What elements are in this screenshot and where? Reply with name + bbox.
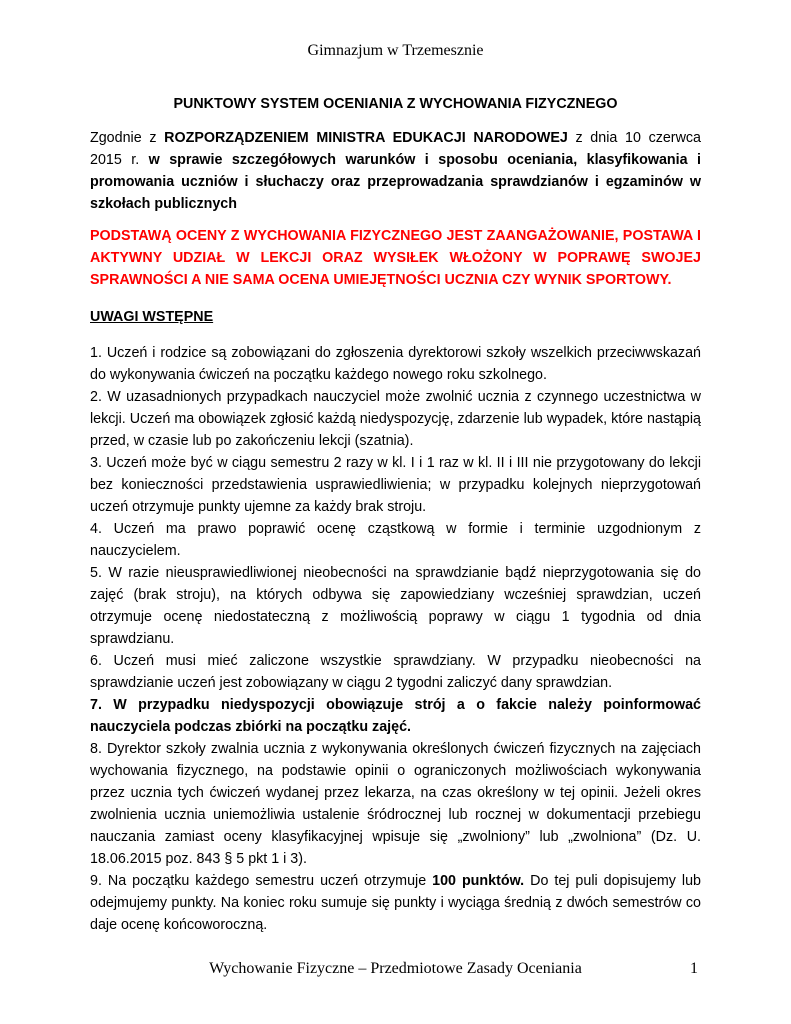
regulation-date: z dnia 10 czerwca 2015 r.: [90, 130, 701, 168]
rule-4: 4. Uczeń ma prawo poprawić ocenę cząstkową w formie i terminie uzgodnionym z nauczycielem.: [90, 521, 701, 559]
intro-prefix: Zgodnie z: [90, 130, 165, 146]
footer-text: Wychowanie Fizyczne – Przedmiotowe Zasady Oceniania: [209, 960, 582, 977]
rule-9-points: 100 punktów.: [432, 873, 525, 889]
grading-basis-notice: PODSTAWĄ OCENY Z WYCHOWANIA FIZYCZNEGO JEST ZAANGAŻOWANIE, POSTAWA I AKTYWNY UDZIAŁ W LEKCJI ORAZ WYSIŁEK WŁOŻONY W POPRAWĘ SWOJEJ SPRAWNOŚCI A NIE SAMA OCENA UMIEJĘTNOŚCI UCZNIA CZY WYNIK SPORTOWY.: [90, 228, 701, 288]
rule-5: 5. W razie nieusprawiedliwionej nieobecności na sprawdzianie bądź nieprzygotowania się do zajęć (brak stroju), na których odbywa się zapowiedziany wcześniej sprawdzian, uczeń otrzymuje ocenę niedostateczną z możliwością poprawy w ciągu 1 tygodnia od dnia sprawdzianu.: [90, 565, 701, 647]
document-title: PUNKTOWY SYSTEM OCENIANIA Z WYCHOWANIA FIZYCZNEGO: [173, 96, 618, 112]
rule-8: 8. Dyrektor szkoły zwalnia ucznia z wykonywania określonych ćwiczeń fizycznych na zajęciach wychowania fizycznego, na podstawie opinii o ograniczonych możliwościach wykonywania przez ucznia tych ćwiczeń wydanej przez lekarza, na czas określony w tej opinii. Jeżeli okres zwolnienia ucznia uniemożliwia ustalenie śródrocznej lub rocznej w dokumentacji przebiegu nauczania zamiast oceny klasyfikacyjnej wpisuje się „zwolniony” lub „zwolniona” (Dz. U. 18.06.2015 poz. 843 § 5 pkt 1 i 3).: [90, 741, 701, 867]
rule-6: 6. Uczeń musi mieć zaliczone wszystkie sprawdziany. W przypadku nieobecności na sprawdzianie uczeń jest zobowiązany w ciągu 2 tygodni zaliczyć dany sprawdzian.: [90, 653, 701, 691]
page-number: 1: [690, 960, 698, 977]
rule-9-suffix: Do tej puli dopisujemy lub odejmujemy punkty. Na koniec roku sumuje się punkty i wyciąga średnią z dwóch semestrów co daje ocenę końcoworoczną.: [90, 873, 701, 933]
rule-7: 7. W przypadku niedyspozycji obowiązuje strój a o fakcie należy poinformować nauczyciela podczas zbiórki na początku zajęć.: [90, 697, 701, 735]
rule-1: 1. Uczeń i rodzice są zobowiązani do zgłoszenia dyrektorowi szkoły wszelkich przeciwwskazań do wykonywania ćwiczeń na początku każdego nowego roku szkolnego.: [90, 345, 701, 383]
rule-3: 3. Uczeń może być w ciągu semestru 2 razy w kl. I i 1 raz w kl. II i III nie przygotowany do lekcji bez konieczności przedstawienia usprawiedliwienia; w przypadku kolejnych nieprzygotowań uczeń otrzymuje punkty ujemne za każdy brak stroju.: [90, 455, 701, 515]
rule-9-prefix: 9. Na początku każdego semestru uczeń otrzymuje: [90, 873, 433, 889]
regulation-name: ROZPORZĄDZENIEM MINISTRA EDUKACJI NARODOWEJ: [164, 130, 568, 146]
document-body: [90, 93, 701, 936]
intro-paragraph: [90, 127, 701, 215]
rule-9: [90, 870, 701, 936]
page-header: Gimnazjum w Trzemesznie: [307, 42, 484, 59]
regulation-subject: w sprawie szczegółowych warunków i sposobu oceniania, klasyfikowania i promowania uczniów i słuchaczy oraz przeprowadzania sprawdzianów i egzaminów w szkołach publicznych: [90, 152, 701, 212]
section-heading: UWAGI WSTĘPNE: [90, 309, 214, 325]
rule-2: 2. W uzasadnionych przypadkach nauczyciel może zwolnić ucznia z czynnego uczestnictwa w lekcji. Uczeń ma obowiązek zgłosić każdą niedyspozycję, zdarzenie lub wypadek, które nastąpią przed, w czasie lub po zakończeniu lekcji (szatnia).: [90, 389, 701, 449]
